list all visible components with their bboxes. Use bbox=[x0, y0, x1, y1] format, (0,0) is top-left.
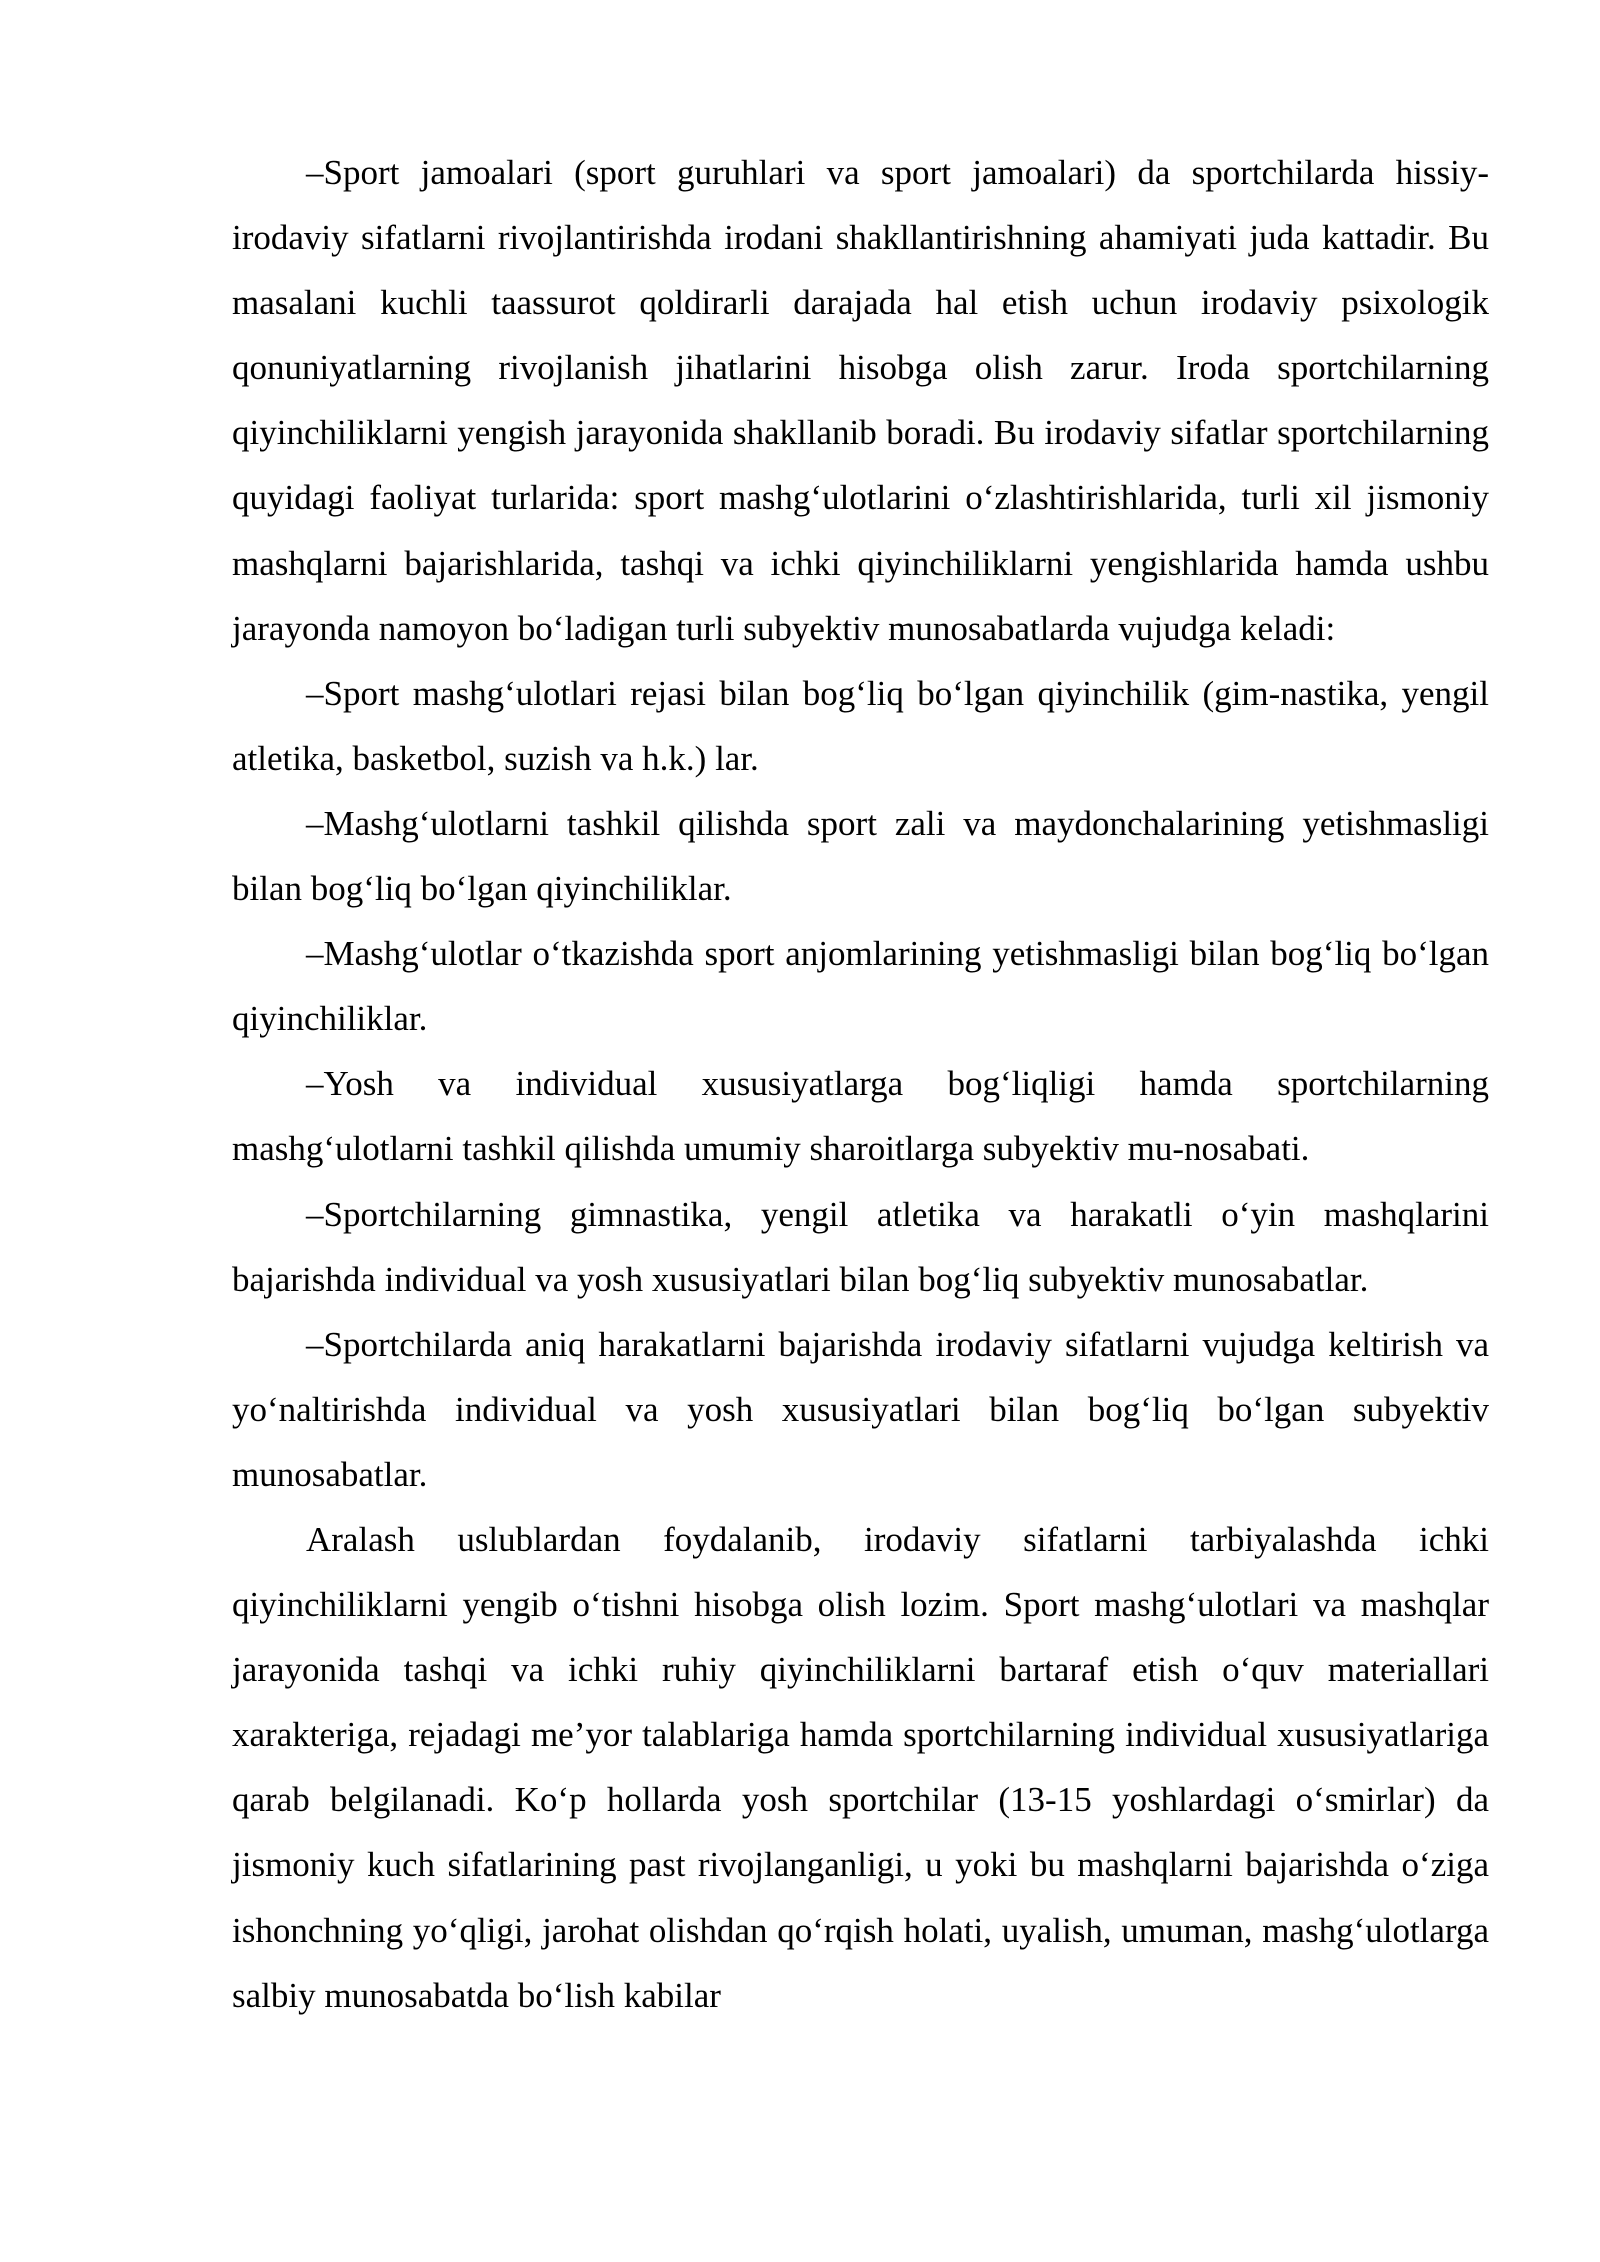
paragraph-5: –Yosh va individual xususiyatlarga bog‘liqligi hamda sportchilarning mashg‘ulotlarni tashkil qilishda umumiy sharoitlarga subyektiv mu-nosabati. bbox=[232, 1064, 1489, 1169]
paragraph-8: Aralash uslublardan foydalanib, irodaviy sifatlarni tarbiyalashda ichki qiyinchiliklarni yengib o‘tishni hisobga olish lozim. Sport mashg‘ulotlari va mashqlar jarayonida tashqi va ichki ruhiy qiyinchiliklarni bartaraf etish o‘quv materiallari xarakteriga, rejadagi me’yor talablariga hamda sportchilarning individual xususiyatlariga qarab belgilanadi. Ko‘p hollarda yosh sportchilar (13-15 yoshlardagi o‘smirlar) da jismoniy kuch sifatlarining past rivojlanganligi, u yoki bu mashqlarni bajarishda o‘ziga ishonchning yo‘qligi, jarohat olishdan qo‘rqish holati, uyalish, umuman, mashg‘ulotlarga salbiy munosabatda bo‘lish kabilar bbox=[232, 1519, 1489, 2015]
document-body bbox=[232, 140, 1489, 2028]
paragraph-4: –Mashg‘ulotlar o‘tkazishda sport anjomlarining yetishmasligi bilan bog‘liq bo‘lgan qiyinchiliklar. bbox=[232, 934, 1489, 1039]
paragraph-7: –Sportchilarda aniq harakatlarni bajarishda irodaviy sifatlarni vujudga keltirish va yo‘naltirishda individual va yosh xususiyatlari bilan bog‘liq bo‘lgan subyektiv munosabatlar. bbox=[232, 1324, 1489, 1494]
paragraph-1: –Sport jamoalari (sport guruhlari va sport jamoalari) da sportchilarda hissiy-irodaviy sifatlarni rivojlantirishda irodani shakllantirishning ahamiyati juda kattadir. Bu masalani kuchli taassurot qoldirarli darajada hal etish uchun irodaviy psixologik qonuniyatlarning rivojlanish jihatlarini hisobga olish zarur. Iroda sportchilarning qiyinchiliklarni yengish jarayonida shakllanib boradi. Bu irodaviy sifatlar sportchilarning quyidagi faoliyat turlarida: sport mashg‘ulotlarini o‘zlashtirishlarida, turli xil jismoniy mashqlarni bajarishlarida, tashqi va ichki qiyinchiliklarni yengishlarida hamda ushbu jarayonda namoyon bo‘ladigan turli subyektiv munosabatlarda vujudga keladi: bbox=[232, 153, 1489, 648]
paragraph-2: –Sport mashg‘ulotlari rejasi bilan bog‘liq bo‘lgan qiyinchilik (gim-nastika, yengil atletika, basketbol, suzish va h.k.) lar. bbox=[232, 673, 1489, 778]
paragraph-6: –Sportchilarning gimnastika, yengil atletika va harakatli o‘yin mashqlarini bajarishda individual va yosh xususiyatlari bilan bog‘liq subyektiv munosabatlar. bbox=[232, 1194, 1489, 1299]
paragraph-3: –Mashg‘ulotlarni tashkil qilishda sport zali va maydonchalarining yetishmasligi bilan bog‘liq bo‘lgan qiyinchiliklar. bbox=[232, 803, 1489, 909]
